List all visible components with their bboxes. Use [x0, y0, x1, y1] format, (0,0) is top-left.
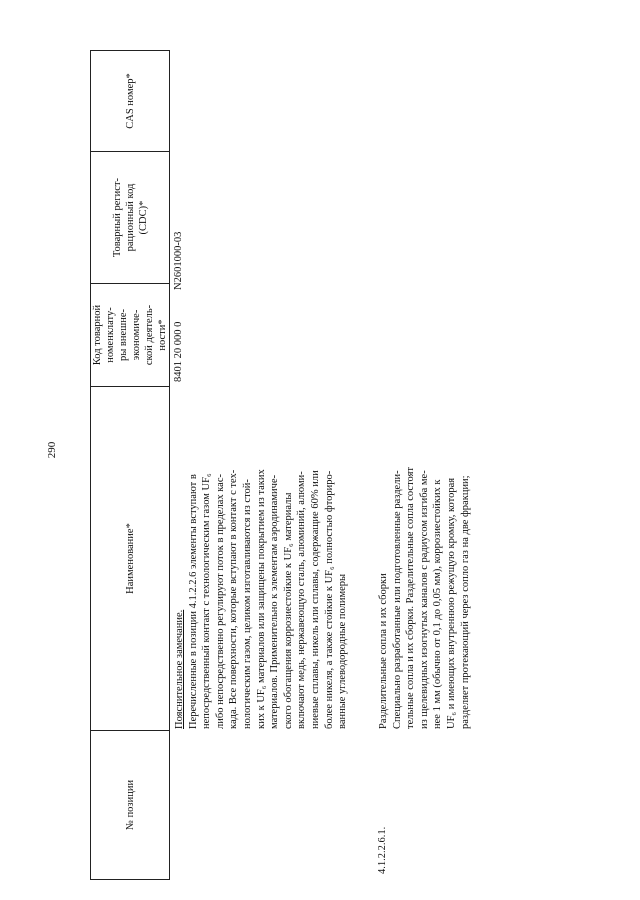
note-line: Перечисленные в позиции 4.1.2.2.6 элементы вступают в: [187, 474, 199, 729]
header-tnved-line: ской деятель-: [144, 304, 155, 366]
note-line: включают медь, нержавеющую сталь, алюминий, алюми-: [296, 471, 308, 729]
item-title: Разделительные сопла и их сборки: [378, 573, 389, 729]
note-line: материалов. Применительно к элементам аэродинамиче-: [269, 474, 281, 729]
item-line: разделяет протекающий через сопло газ на две фракции;: [459, 475, 471, 729]
note-title: Пояснительное замечание.: [174, 609, 185, 729]
header-position: № позиции: [90, 730, 170, 880]
header-cdc-line: рационный код: [124, 183, 136, 252]
item-line: тельные сопла и их сборки. Разделительные сопла состоят: [405, 467, 417, 729]
header-tnved-line: ры внешне-: [118, 308, 129, 362]
header-cdc: [90, 151, 170, 284]
note-line: более никеля, а также стойкие к UF₆ полностью фториро-: [323, 470, 335, 729]
note-line: ванные углеводородные полимеры: [337, 573, 349, 729]
item-line: нее 1 мм (обычно от 0,1 до 0,05 мм), коррозиестойких к: [432, 479, 444, 729]
note-line: непосредственный контакт с технологическим газом UF₆: [201, 473, 213, 729]
header-name: Наименование*: [90, 386, 170, 731]
header-tnved-line: Код товарной: [92, 304, 103, 366]
item-block: [377, 389, 472, 729]
note-line: либо непосредственно регулируют поток в пределах кас-: [214, 474, 226, 729]
note-line: ниевые сплавы, никель или сплавы, содержащие 60% или: [309, 470, 321, 729]
table-header: [90, 50, 170, 880]
header-tnved-line: ности*: [157, 319, 168, 351]
item-tnved-code: 8401 20 000 0: [173, 321, 184, 382]
header-cas: CAS номер*: [90, 50, 170, 152]
page-number: 290: [46, 441, 58, 459]
item-position-number: 4.1.2.2.6.1.: [377, 826, 388, 874]
header-tnved-line: экономиче-: [131, 309, 142, 361]
note-line: ского обогащения коррозиестойкие к UF₆ материалы: [282, 492, 294, 729]
header-tnved-line: номенклату-: [105, 307, 116, 363]
rotated-table-page: [20, 50, 580, 880]
note-block: [173, 389, 350, 729]
item-line: Специально разработанные или подготовленные раздели-: [391, 470, 403, 729]
item-line: из щелевидных изогнутых каналов с радиусом изгиба ме-: [418, 470, 430, 729]
header-cdc-line: Товарный регист-: [111, 177, 123, 258]
item-cdc-code: N2601000-03: [173, 231, 184, 290]
note-line: ких к UF₆ материалов или защищены покрытием из таких: [255, 469, 267, 729]
note-line: када. Все поверхности, которые вступают в контакт с тех-: [228, 469, 240, 729]
header-cdc-line: (CDC)*: [137, 200, 149, 235]
header-tnved: [90, 283, 170, 387]
note-line: нологическим газом, целиком изготавливаются из стой-: [241, 479, 253, 729]
item-line: UF₆ и имеющих внутреннюю режущую кромку, которая: [445, 477, 457, 729]
